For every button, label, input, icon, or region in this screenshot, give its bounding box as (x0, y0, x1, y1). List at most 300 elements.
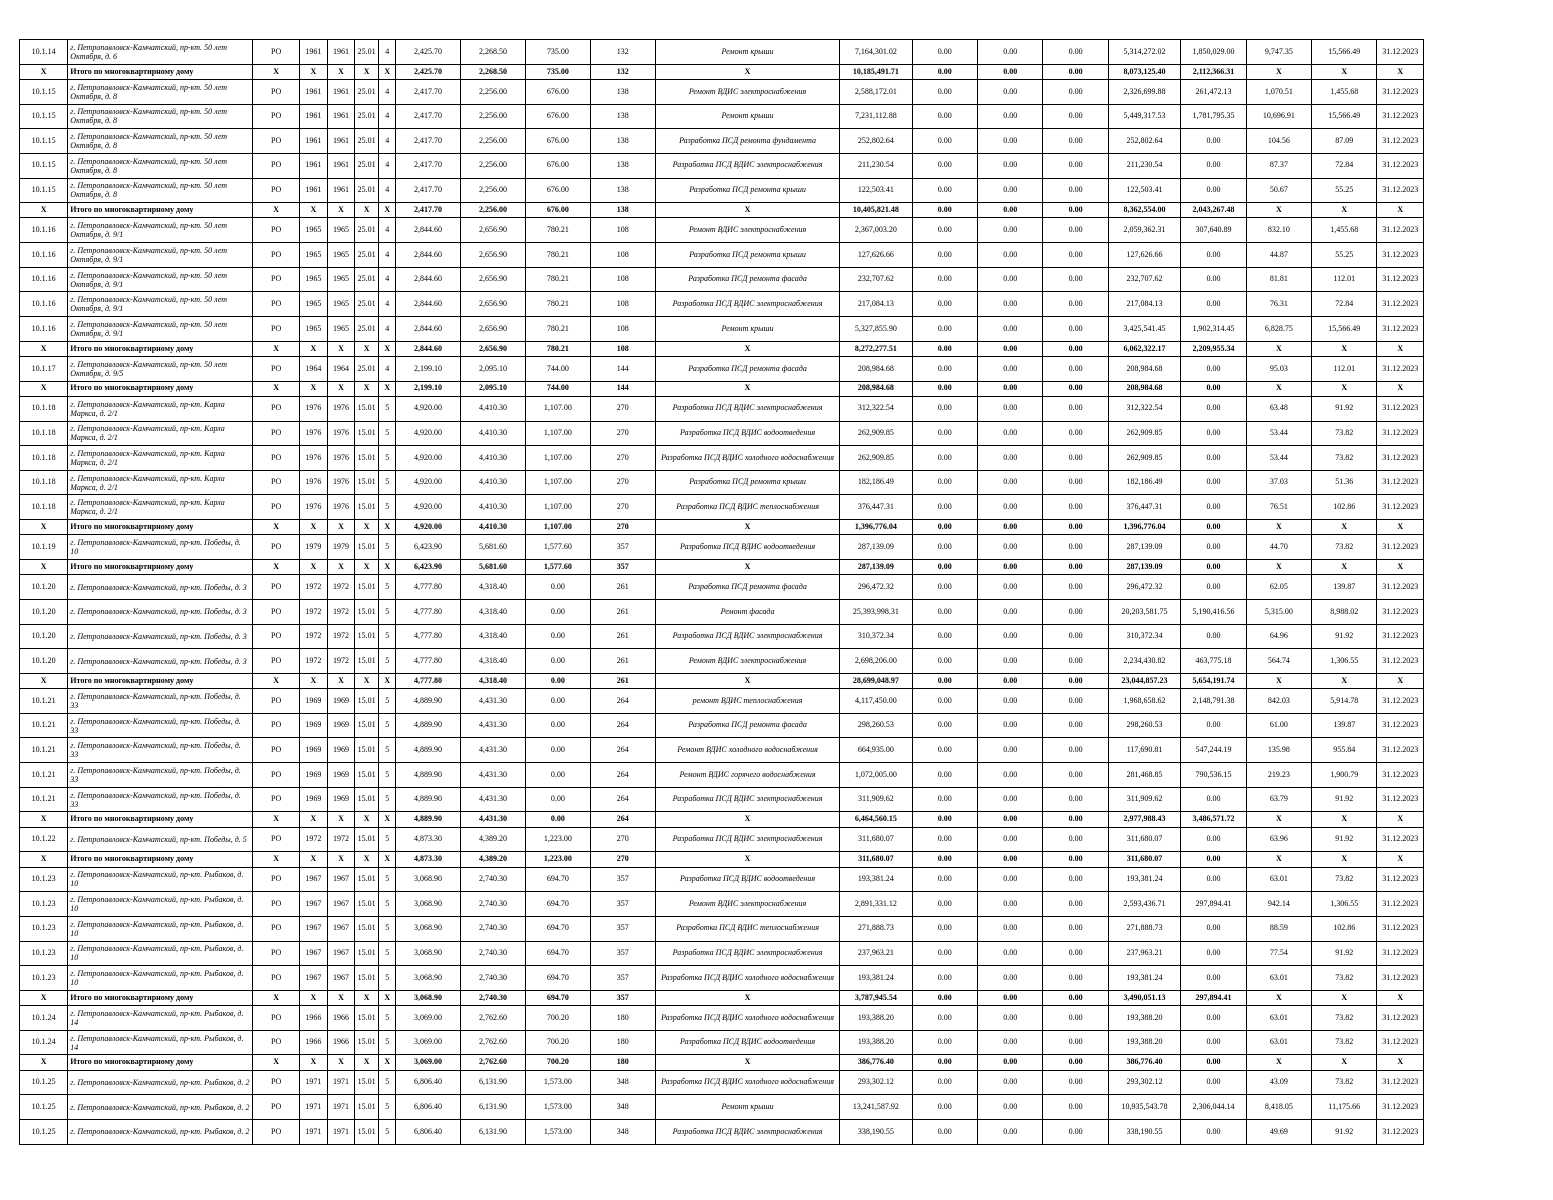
cell-work-type: Ремонт ВДИС электроснабжения (655, 649, 839, 674)
cell-category: РО (253, 713, 299, 738)
cell-deadline: X (1377, 990, 1424, 1005)
cell-item-number: X (20, 990, 68, 1005)
cell-max-unit-cost: 91.92 (1312, 624, 1377, 649)
cell-other-funds: 0.00 (1181, 421, 1246, 446)
table-row (20, 867, 1424, 892)
cell-total-cost: 127,626.66 (840, 243, 912, 268)
cell-federal-funds: 0.00 (912, 575, 977, 600)
cell-unit-cost: 88.59 (1246, 916, 1311, 941)
cell-residents: 357 (590, 941, 655, 966)
cell-address: г. Петропавловск-Камчатский, пр-кт. Рыбаков, д. 10 (68, 892, 253, 917)
cell-owners-funds: 311,680.07 (1108, 827, 1180, 852)
cell-deadline: 31.12.2023 (1377, 867, 1424, 892)
cell-nonliving-area: 1,573.00 (526, 1119, 590, 1144)
cell-deadline: 31.12.2023 (1377, 535, 1424, 560)
cell-other-funds: 0.00 (1181, 713, 1246, 738)
cell-residents: 270 (590, 396, 655, 421)
cell-residents: 108 (590, 243, 655, 268)
cell-wall-material: X (355, 64, 379, 79)
cell-owners-funds: 262,909.85 (1108, 421, 1180, 446)
cell-nonliving-area: 700.20 (526, 1006, 590, 1031)
cell-municipal-funds: 0.00 (1043, 104, 1108, 129)
cell-residents: 180 (590, 1030, 655, 1055)
cell-wall-material: X (355, 812, 379, 827)
cell-work-type: X (655, 560, 839, 575)
cell-owners-funds: 262,909.85 (1108, 446, 1180, 471)
cell-wall-material: 25.01 (355, 267, 379, 292)
cell-total-cost: 312,322.54 (840, 396, 912, 421)
cell-other-funds: 0.00 (1181, 470, 1246, 495)
cell-residents: 270 (590, 470, 655, 495)
cell-deadline: X (1377, 520, 1424, 535)
cell-unit-cost: 87.37 (1246, 153, 1311, 178)
cell-unit-cost: 53.44 (1246, 421, 1311, 446)
cell-max-unit-cost: 72.84 (1312, 292, 1377, 317)
cell-floors: 5 (379, 1006, 396, 1031)
cell-item-number: 10.1.15 (20, 129, 68, 154)
cell-living-area: 4,431.30 (460, 787, 525, 812)
cell-regional-funds: 0.00 (978, 827, 1043, 852)
cell-deadline: 31.12.2023 (1377, 575, 1424, 600)
cell-work-type: X (655, 673, 839, 688)
cell-year-commissioned: 1967 (327, 867, 354, 892)
cell-nonliving-area: 744.00 (526, 381, 590, 396)
cell-regional-funds: 0.00 (978, 852, 1043, 867)
cell-residents: 108 (590, 341, 655, 356)
cell-max-unit-cost: 51.36 (1312, 470, 1377, 495)
cell-living-area: 2,762.60 (460, 1030, 525, 1055)
cell-owners-funds: 5,449,317.53 (1108, 104, 1180, 129)
cell-item-number: X (20, 381, 68, 396)
cell-deadline: 31.12.2023 (1377, 599, 1424, 624)
cell-address: г. Петропавловск-Камчатский, пр-кт. Победы, д. 3 (68, 575, 253, 600)
cell-nonliving-area: 676.00 (526, 129, 590, 154)
cell-federal-funds: 0.00 (912, 40, 977, 65)
cell-municipal-funds: 0.00 (1043, 689, 1108, 714)
cell-year-commissioned: 1961 (327, 104, 354, 129)
cell-regional-funds: 0.00 (978, 40, 1043, 65)
cell-address: г. Петропавловск-Камчатский, пр-кт. Победы, д. 3 (68, 624, 253, 649)
cell-living-area: 4,431.30 (460, 812, 525, 827)
cell-item-number: 10.1.20 (20, 624, 68, 649)
cell-year-built: 1976 (299, 396, 327, 421)
cell-deadline: X (1377, 852, 1424, 867)
cell-total-cost: 293,302.12 (840, 1070, 912, 1095)
cell-residents: 108 (590, 218, 655, 243)
cell-unit-cost: 95.03 (1246, 356, 1311, 381)
cell-wall-material: 15.01 (355, 867, 379, 892)
cell-living-area: 2,256.00 (460, 153, 525, 178)
cell-federal-funds: 0.00 (912, 64, 977, 79)
cell-deadline: X (1377, 341, 1424, 356)
cell-nonliving-area: 735.00 (526, 40, 590, 65)
cell-total-cost: 338,190.55 (840, 1119, 912, 1144)
cell-federal-funds: 0.00 (912, 713, 977, 738)
table-row (20, 446, 1424, 471)
cell-residents: 132 (590, 64, 655, 79)
cell-total-area: 4,889.90 (396, 689, 460, 714)
cell-federal-funds: 0.00 (912, 599, 977, 624)
cell-nonliving-area: 676.00 (526, 104, 590, 129)
cell-floors: 4 (379, 153, 396, 178)
cell-total-cost: 5,327,855.90 (840, 317, 912, 342)
cell-federal-funds: 0.00 (912, 243, 977, 268)
cell-federal-funds: 0.00 (912, 812, 977, 827)
table-row (20, 689, 1424, 714)
cell-municipal-funds: 0.00 (1043, 40, 1108, 65)
cell-owners-funds: 311,680.07 (1108, 852, 1180, 867)
cell-deadline: 31.12.2023 (1377, 396, 1424, 421)
cell-year-built: X (299, 520, 327, 535)
cell-deadline: 31.12.2023 (1377, 1119, 1424, 1144)
cell-floors: 4 (379, 178, 396, 203)
cell-owners-funds: 2,234,430.82 (1108, 649, 1180, 674)
cell-municipal-funds: 0.00 (1043, 1070, 1108, 1095)
cell-living-area: 4,318.40 (460, 649, 525, 674)
cell-year-commissioned: X (327, 990, 354, 1005)
cell-residents: 261 (590, 624, 655, 649)
cell-work-type: X (655, 812, 839, 827)
cell-owners-funds: 252,802.64 (1108, 129, 1180, 154)
cell-year-commissioned: 1976 (327, 495, 354, 520)
cell-year-commissioned: 1979 (327, 535, 354, 560)
cell-year-built: 1969 (299, 713, 327, 738)
cell-max-unit-cost: X (1312, 560, 1377, 575)
cell-category: РО (253, 446, 299, 471)
cell-deadline: X (1377, 812, 1424, 827)
cell-nonliving-area: 1,577.60 (526, 535, 590, 560)
cell-owners-funds: 386,776.40 (1108, 1055, 1180, 1070)
cell-municipal-funds: 0.00 (1043, 990, 1108, 1005)
cell-year-built: X (299, 1055, 327, 1070)
cell-municipal-funds: 0.00 (1043, 356, 1108, 381)
cell-item-number: X (20, 341, 68, 356)
cell-item-number: 10.1.18 (20, 446, 68, 471)
cell-total-cost: 193,388.20 (840, 1006, 912, 1031)
cell-total-cost: 4,117,450.00 (840, 689, 912, 714)
table-row (20, 763, 1424, 788)
cell-total-cost: 8,272,277.51 (840, 341, 912, 356)
cell-year-commissioned: 1972 (327, 624, 354, 649)
cell-address: г. Петропавловск-Камчатский, пр-кт. Победы, д. 3 (68, 649, 253, 674)
cell-federal-funds: 0.00 (912, 763, 977, 788)
cell-residents: 348 (590, 1119, 655, 1144)
cell-total-area: 4,777.80 (396, 673, 460, 688)
cell-regional-funds: 0.00 (978, 599, 1043, 624)
cell-owners-funds: 211,230.54 (1108, 153, 1180, 178)
cell-year-commissioned: 1967 (327, 941, 354, 966)
cell-max-unit-cost: X (1312, 673, 1377, 688)
cell-year-commissioned: 1965 (327, 218, 354, 243)
cell-federal-funds: 0.00 (912, 1055, 977, 1070)
cell-floors: 5 (379, 941, 396, 966)
cell-address: г. Петропавловск-Камчатский, пр-кт. Рыбаков, д. 2 (68, 1070, 253, 1095)
cell-wall-material: 25.01 (355, 153, 379, 178)
cell-category: РО (253, 867, 299, 892)
cell-category: РО (253, 535, 299, 560)
cell-total-area: 2,417.70 (396, 203, 460, 218)
cell-category: РО (253, 738, 299, 763)
cell-total-area: 2,199.10 (396, 356, 460, 381)
cell-other-funds: 3,486,571.72 (1181, 812, 1246, 827)
cell-year-built: 1961 (299, 104, 327, 129)
cell-regional-funds: 0.00 (978, 1055, 1043, 1070)
cell-item-number: 10.1.15 (20, 104, 68, 129)
cell-year-built: 1965 (299, 317, 327, 342)
cell-federal-funds: 0.00 (912, 446, 977, 471)
cell-owners-funds: 281,468.85 (1108, 763, 1180, 788)
cell-floors: X (379, 852, 396, 867)
cell-owners-funds: 23,044,857.23 (1108, 673, 1180, 688)
cell-municipal-funds: 0.00 (1043, 64, 1108, 79)
cell-municipal-funds: 0.00 (1043, 1095, 1108, 1120)
cell-total-area: 2,417.70 (396, 153, 460, 178)
cell-unit-cost: 63.96 (1246, 827, 1311, 852)
cell-wall-material: 25.01 (355, 79, 379, 104)
cell-residents: 270 (590, 852, 655, 867)
cell-max-unit-cost: 73.82 (1312, 535, 1377, 560)
cell-total-area: 2,417.70 (396, 104, 460, 129)
cell-federal-funds: 0.00 (912, 178, 977, 203)
cell-unit-cost: X (1246, 381, 1311, 396)
cell-wall-material: X (355, 381, 379, 396)
cell-deadline: 31.12.2023 (1377, 356, 1424, 381)
cell-other-funds: 1,781,795.35 (1181, 104, 1246, 129)
cell-total-cost: 193,388.20 (840, 1030, 912, 1055)
cell-residents: 270 (590, 421, 655, 446)
cell-municipal-funds: 0.00 (1043, 812, 1108, 827)
cell-year-commissioned: 1972 (327, 599, 354, 624)
cell-max-unit-cost: 102.86 (1312, 916, 1377, 941)
cell-nonliving-area: 0.00 (526, 738, 590, 763)
cell-year-built: 1972 (299, 827, 327, 852)
cell-nonliving-area: 676.00 (526, 79, 590, 104)
cell-regional-funds: 0.00 (978, 267, 1043, 292)
cell-category: РО (253, 1006, 299, 1031)
table-row (20, 495, 1424, 520)
cell-work-type: Разработка ПСД ВДИС водоотведения (655, 535, 839, 560)
table-row (20, 575, 1424, 600)
cell-regional-funds: 0.00 (978, 966, 1043, 991)
cell-max-unit-cost: 15,566.49 (1312, 40, 1377, 65)
cell-total-area: 4,889.90 (396, 812, 460, 827)
cell-other-funds: 0.00 (1181, 624, 1246, 649)
cell-municipal-funds: 0.00 (1043, 535, 1108, 560)
cell-category: X (253, 520, 299, 535)
cell-municipal-funds: 0.00 (1043, 867, 1108, 892)
cell-address: г. Петропавловск-Камчатский, пр-кт. Победы, д. 33 (68, 689, 253, 714)
cell-residents: 261 (590, 673, 655, 688)
cell-year-built: 1976 (299, 470, 327, 495)
cell-municipal-funds: 0.00 (1043, 341, 1108, 356)
cell-item-number: 10.1.16 (20, 267, 68, 292)
cell-other-funds: 0.00 (1181, 520, 1246, 535)
cell-work-type: Разработка ПСД ремонта крыши (655, 470, 839, 495)
cell-unit-cost: 10,696.91 (1246, 104, 1311, 129)
cell-federal-funds: 0.00 (912, 153, 977, 178)
cell-other-funds: 0.00 (1181, 827, 1246, 852)
cell-category: РО (253, 892, 299, 917)
cell-category: РО (253, 1030, 299, 1055)
cell-owners-funds: 287,139.09 (1108, 535, 1180, 560)
cell-year-built: 1969 (299, 763, 327, 788)
cell-year-built: X (299, 990, 327, 1005)
cell-year-commissioned: 1971 (327, 1119, 354, 1144)
cell-deadline: X (1377, 1055, 1424, 1070)
cell-living-area: 2,656.90 (460, 243, 525, 268)
cell-work-type: Ремонт ВДИС холодного водоснабжения (655, 738, 839, 763)
cell-year-commissioned: X (327, 520, 354, 535)
table-total-row (20, 341, 1424, 356)
cell-unit-cost: X (1246, 852, 1311, 867)
cell-item-number: 10.1.16 (20, 218, 68, 243)
cell-year-commissioned: X (327, 64, 354, 79)
cell-living-area: 2,762.60 (460, 1055, 525, 1070)
cell-federal-funds: 0.00 (912, 317, 977, 342)
cell-category: РО (253, 787, 299, 812)
cell-municipal-funds: 0.00 (1043, 560, 1108, 575)
cell-residents: 261 (590, 575, 655, 600)
cell-total-area: 3,068.90 (396, 892, 460, 917)
cell-work-type: Разработка ПСД ВДИС электроснабжения (655, 827, 839, 852)
cell-wall-material: X (355, 341, 379, 356)
cell-address: Итого по многоквартирному дому (68, 203, 253, 218)
cell-living-area: 2,740.30 (460, 867, 525, 892)
cell-max-unit-cost: 73.82 (1312, 1006, 1377, 1031)
cell-total-cost: 664,935.00 (840, 738, 912, 763)
table-row (20, 129, 1424, 154)
cell-residents: 264 (590, 738, 655, 763)
cell-item-number: 10.1.22 (20, 827, 68, 852)
cell-category: X (253, 341, 299, 356)
cell-item-number: 10.1.23 (20, 892, 68, 917)
cell-other-funds: 0.00 (1181, 1119, 1246, 1144)
cell-residents: 138 (590, 203, 655, 218)
cell-residents: 180 (590, 1006, 655, 1031)
cell-total-area: 3,069.00 (396, 1006, 460, 1031)
cell-year-built: 1969 (299, 689, 327, 714)
cell-unit-cost: X (1246, 673, 1311, 688)
cell-deadline: 31.12.2023 (1377, 649, 1424, 674)
cell-work-type: Разработка ПСД ремонта фасада (655, 575, 839, 600)
cell-category: РО (253, 1095, 299, 1120)
cell-deadline: 31.12.2023 (1377, 689, 1424, 714)
cell-work-type: Разработка ПСД ВДИС электроснабжения (655, 624, 839, 649)
cell-regional-funds: 0.00 (978, 916, 1043, 941)
cell-wall-material: 15.01 (355, 738, 379, 763)
cell-wall-material: 15.01 (355, 470, 379, 495)
cell-municipal-funds: 0.00 (1043, 624, 1108, 649)
cell-total-cost: 252,802.64 (840, 129, 912, 154)
cell-address: г. Петропавловск-Камчатский, пр-кт. Победы, д. 5 (68, 827, 253, 852)
cell-work-type: Разработка ПСД ВДИС водоотведения (655, 421, 839, 446)
cell-living-area: 4,431.30 (460, 713, 525, 738)
cell-living-area: 4,410.30 (460, 495, 525, 520)
cell-floors: X (379, 341, 396, 356)
cell-unit-cost: X (1246, 341, 1311, 356)
cell-municipal-funds: 0.00 (1043, 520, 1108, 535)
cell-category: РО (253, 649, 299, 674)
cell-work-type: Разработка ПСД ВДИС теплоснабжения (655, 495, 839, 520)
cell-residents: 264 (590, 812, 655, 827)
cell-owners-funds: 8,073,125.40 (1108, 64, 1180, 79)
cell-address: г. Петропавловск-Камчатский, пр-кт. 50 лет Октября, д. 9/1 (68, 218, 253, 243)
table-row (20, 267, 1424, 292)
cell-living-area: 2,762.60 (460, 1006, 525, 1031)
cell-deadline: 31.12.2023 (1377, 317, 1424, 342)
cell-nonliving-area: 700.20 (526, 1055, 590, 1070)
cell-total-cost: 217,084.13 (840, 292, 912, 317)
cell-address: г. Петропавловск-Камчатский, пр-кт. Рыбаков, д. 2 (68, 1119, 253, 1144)
cell-wall-material: 25.01 (355, 129, 379, 154)
table-row (20, 356, 1424, 381)
cell-other-funds: 0.00 (1181, 867, 1246, 892)
cell-year-built: 1967 (299, 867, 327, 892)
cell-max-unit-cost: 73.82 (1312, 1070, 1377, 1095)
cell-nonliving-area: 0.00 (526, 787, 590, 812)
cell-municipal-funds: 0.00 (1043, 267, 1108, 292)
cell-year-built: X (299, 203, 327, 218)
cell-unit-cost: 61.00 (1246, 713, 1311, 738)
cell-category: РО (253, 243, 299, 268)
cell-federal-funds: 0.00 (912, 852, 977, 867)
cell-living-area: 4,431.30 (460, 763, 525, 788)
cell-deadline: 31.12.2023 (1377, 624, 1424, 649)
table-row (20, 470, 1424, 495)
cell-other-funds: 297,894.41 (1181, 990, 1246, 1005)
cell-max-unit-cost: 1,306.55 (1312, 649, 1377, 674)
cell-municipal-funds: 0.00 (1043, 738, 1108, 763)
cell-regional-funds: 0.00 (978, 381, 1043, 396)
cell-total-cost: 2,367,003.20 (840, 218, 912, 243)
cell-total-cost: 122,503.41 (840, 178, 912, 203)
cell-nonliving-area: 780.21 (526, 267, 590, 292)
cell-work-type: Ремонт ВДИС электроснабжения (655, 218, 839, 243)
cell-total-cost: 287,139.09 (840, 535, 912, 560)
cell-year-commissioned: 1969 (327, 787, 354, 812)
cell-owners-funds: 5,314,272.02 (1108, 40, 1180, 65)
cell-item-number: 10.1.24 (20, 1030, 68, 1055)
cell-category: РО (253, 916, 299, 941)
cell-max-unit-cost: 1,455.68 (1312, 218, 1377, 243)
cell-wall-material: 15.01 (355, 763, 379, 788)
cell-federal-funds: 0.00 (912, 560, 977, 575)
cell-item-number: 10.1.20 (20, 575, 68, 600)
cell-work-type: X (655, 990, 839, 1005)
cell-other-funds: 0.00 (1181, 787, 1246, 812)
cell-municipal-funds: 0.00 (1043, 673, 1108, 688)
cell-regional-funds: 0.00 (978, 243, 1043, 268)
cell-item-number: 10.1.25 (20, 1095, 68, 1120)
cell-max-unit-cost: 15,566.49 (1312, 317, 1377, 342)
cell-unit-cost: 50.67 (1246, 178, 1311, 203)
cell-residents: 144 (590, 356, 655, 381)
cell-year-built: 1976 (299, 421, 327, 446)
cell-living-area: 2,656.90 (460, 267, 525, 292)
cell-federal-funds: 0.00 (912, 203, 977, 218)
cell-other-funds: 0.00 (1181, 178, 1246, 203)
cell-residents: 264 (590, 787, 655, 812)
cell-year-commissioned: X (327, 560, 354, 575)
cell-year-commissioned: X (327, 203, 354, 218)
cell-address: Итого по многоквартирному дому (68, 341, 253, 356)
table-row (20, 1070, 1424, 1095)
cell-floors: 5 (379, 867, 396, 892)
table-row (20, 599, 1424, 624)
cell-max-unit-cost: 139.87 (1312, 713, 1377, 738)
cell-work-type: Разработка ПСД ВДИС водоотведения (655, 867, 839, 892)
cell-floors: X (379, 560, 396, 575)
